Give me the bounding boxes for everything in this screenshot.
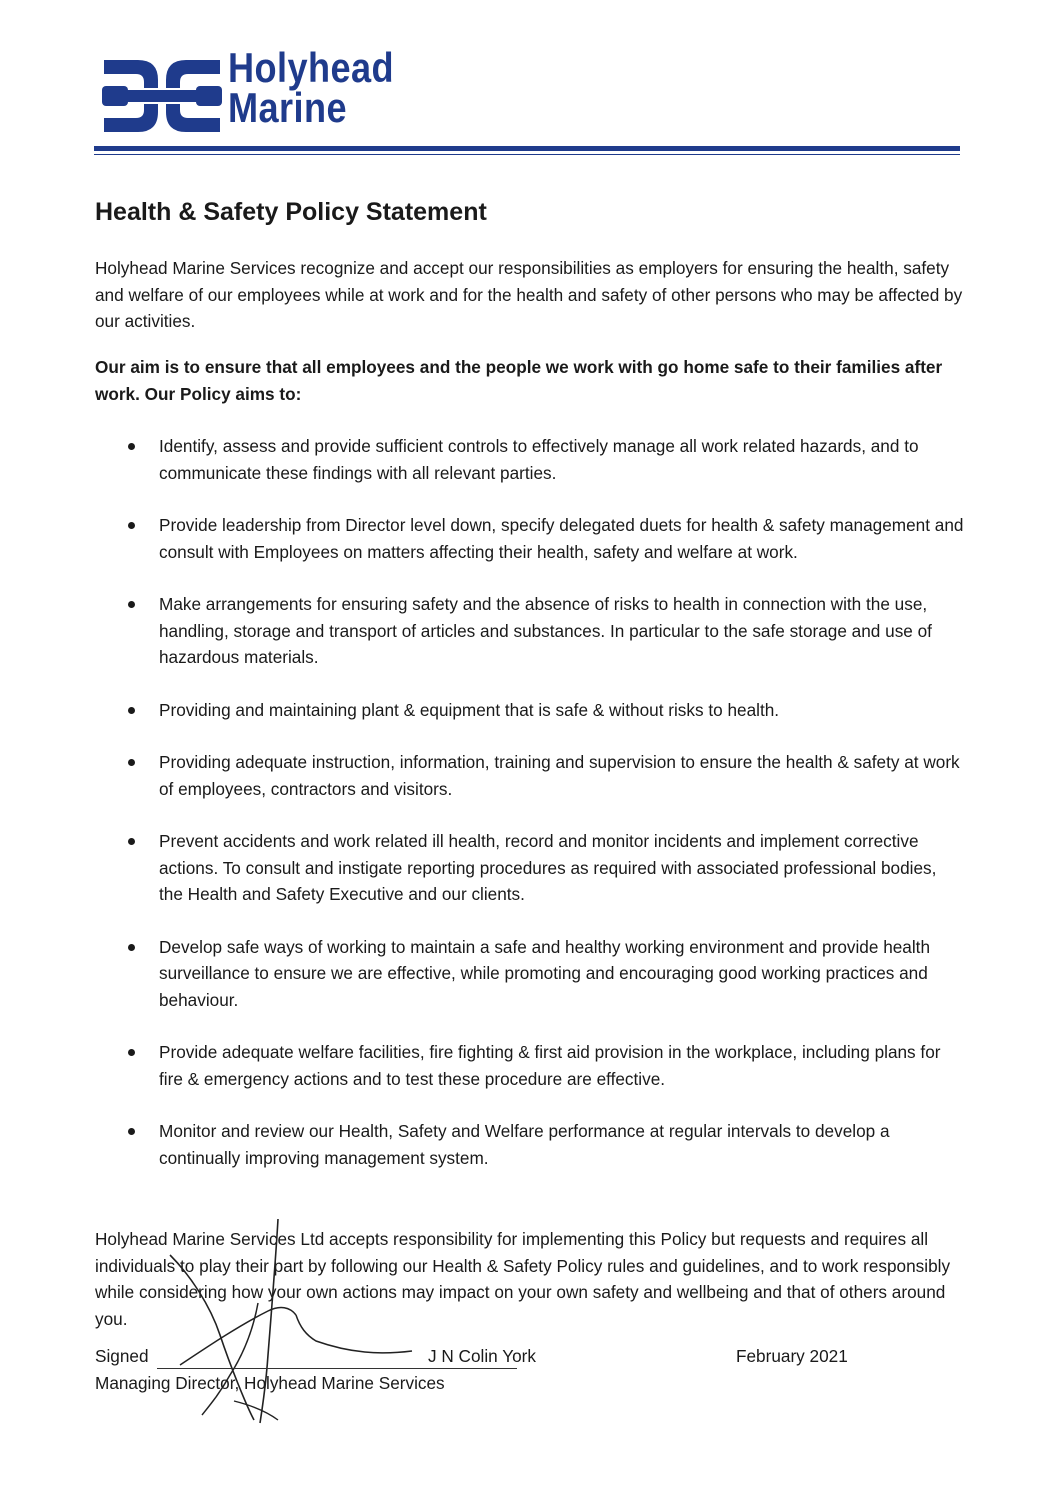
policy-list bbox=[95, 433, 965, 1171]
list-item-text: Provide leadership from Director level down, specify delegated duets for health & safety management and consult with Employees on matters affecting their health, safety and welfare at work. bbox=[159, 515, 964, 562]
page-title: Health & Safety Policy Statement bbox=[95, 198, 487, 226]
list-item bbox=[95, 749, 965, 802]
list-item-text: Develop safe ways of working to maintain a safe and healthy working environment and provide health surveillance to ensure we are effective, while promoting and encouraging good working practices and behaviour. bbox=[159, 936, 931, 1010]
list-item bbox=[95, 512, 965, 565]
list-item bbox=[95, 1039, 965, 1092]
signed-label: Signed bbox=[95, 1346, 149, 1366]
bullet-icon bbox=[128, 1128, 135, 1135]
header-rule bbox=[94, 146, 960, 151]
closing-paragraph: Holyhead Marine Services Ltd accepts responsibility for implementing this Policy but requests and requires all individuals to play their part by following our Health & Safety Policy rules and guidelines, and to work responsibly while considering how your own actions may impact on your own safety and wellbeing and that of others around you. bbox=[95, 1229, 951, 1329]
list-item-text: Prevent accidents and work related ill health, record and monitor incidents and implement corrective actions. To consult and instigate reporting procedures as required with associated professional bodies, the Health and Safety Executive and our clients. bbox=[159, 831, 937, 904]
list-item bbox=[95, 433, 965, 486]
list-item-text: Make arrangements for ensuring safety and the absence of risks to health in connection with the use, handling, storage and transport of articles and substances. In particular to the safe storage and use of hazardous materials. bbox=[159, 594, 932, 667]
bullet-icon bbox=[128, 707, 135, 714]
list-item bbox=[95, 697, 965, 724]
bullet-icon bbox=[128, 944, 135, 951]
bullet-icon bbox=[128, 443, 135, 450]
header-rule-thin bbox=[94, 154, 960, 155]
list-item-text: Providing and maintaining plant & equipment that is safe & without risks to health. bbox=[159, 699, 780, 720]
bullet-icon bbox=[128, 1049, 135, 1056]
logo-line-1: Holyhead bbox=[228, 44, 395, 91]
aim-paragraph: Our aim is to ensure that all employees and the people we work with go home safe to their families after work. Our Policy aims to: bbox=[95, 357, 943, 404]
list-item bbox=[95, 828, 965, 908]
logo-wordmark bbox=[228, 44, 395, 131]
signatory-name: J N Colin York bbox=[428, 1346, 536, 1366]
list-item bbox=[95, 591, 965, 671]
list-item-text: Providing adequate instruction, information, training and supervision to ensure the health & safety at work of employees, contractors and visitors. bbox=[159, 752, 960, 799]
bullet-icon bbox=[128, 838, 135, 845]
list-item-text: Monitor and review our Health, Safety and Welfare performance at regular intervals to develop a continually improving management system. bbox=[159, 1121, 890, 1168]
list-item bbox=[95, 1118, 965, 1171]
signatory-role: Managing Director, Holyhead Marine Services bbox=[95, 1373, 445, 1393]
logo-line-2: Marine bbox=[228, 84, 348, 131]
bullet-icon bbox=[128, 759, 135, 766]
bullet-icon bbox=[128, 522, 135, 529]
intro-paragraph: Holyhead Marine Services recognize and accept our responsibilities as employers for ensuring the health, safety and welfare of our employees while at work and for the health and safety of other persons who may be affected by our activities. bbox=[95, 258, 963, 331]
logo-mark-icon bbox=[100, 52, 224, 140]
signature-line bbox=[157, 1368, 517, 1369]
list-item bbox=[95, 934, 965, 1014]
bullet-icon bbox=[128, 601, 135, 608]
signature-row bbox=[95, 1346, 965, 1374]
signature-date: February 2021 bbox=[736, 1346, 848, 1366]
list-item-text: Identify, assess and provide sufficient controls to effectively manage all work related hazards, and to communicate these findings with all relevant parties. bbox=[159, 436, 919, 483]
company-logo bbox=[100, 44, 440, 140]
list-item-text: Provide adequate welfare facilities, fire fighting & first aid provision in the workplace, including plans for fire & emergency actions and to test these procedure are effective. bbox=[159, 1042, 941, 1089]
